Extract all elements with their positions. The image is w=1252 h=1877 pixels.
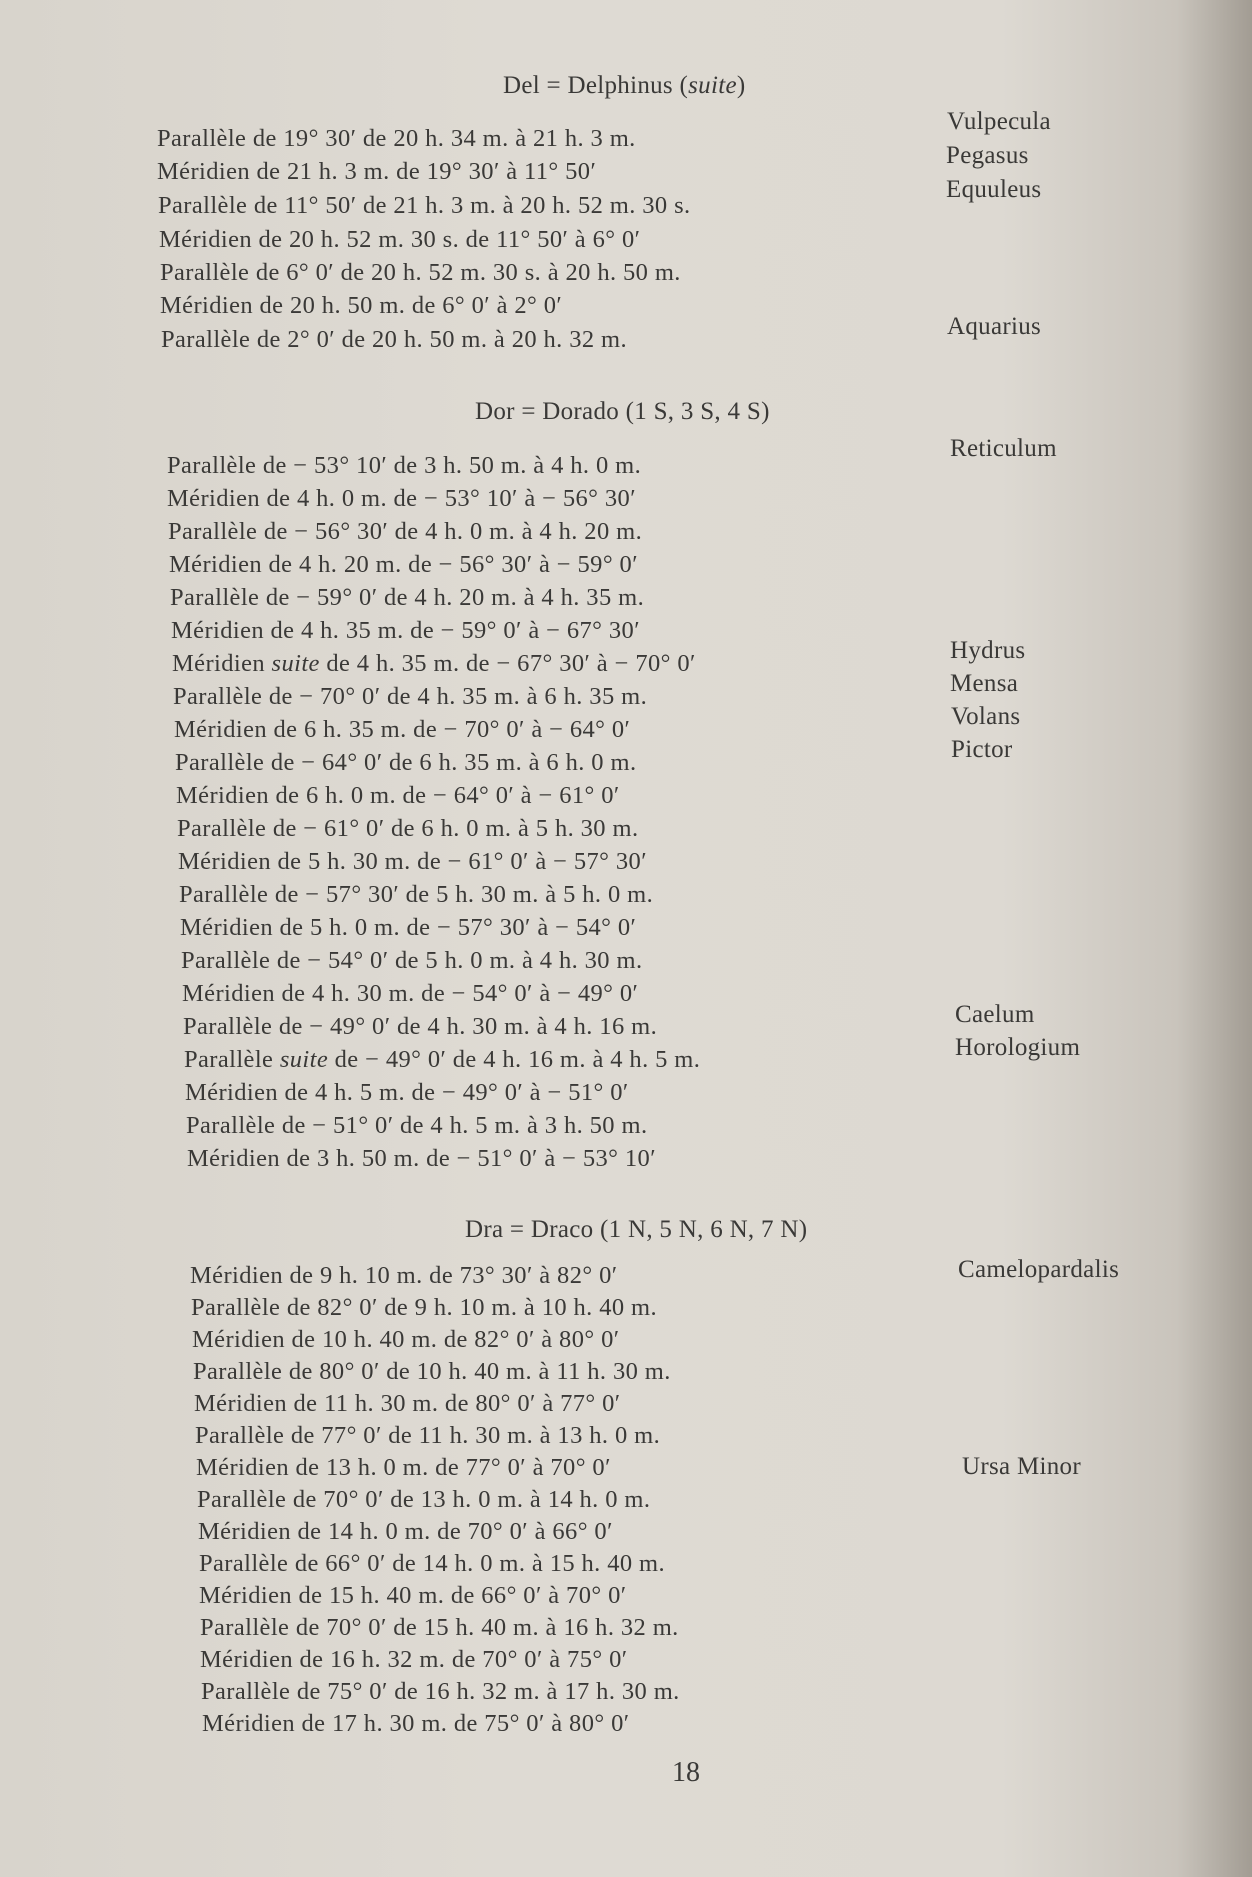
neighbor-constellation: Horologium [955, 1034, 1081, 1061]
boundary-row: Méridien de 13 h. 0 m. de 77° 0′ à 70° 0′ [196, 1454, 611, 1481]
boundary-row: Parallèle de − 61° 0′ de 6 h. 0 m. à 5 h. 30 m. [177, 815, 639, 842]
boundary-row [172, 650, 696, 678]
boundary-row: Parallèle de − 56° 30′ de 4 h. 0 m. à 4 h. 20 m. [168, 518, 643, 545]
boundary-row: Méridien de 4 h. 0 m. de − 53° 10′ à − 56° 30′ [167, 485, 636, 512]
boundary-row: Parallèle de 70° 0′ de 13 h. 0 m. à 14 h. 0 m. [197, 1486, 651, 1513]
section-title-dorado: Dor = Dorado (1 S, 3 S, 4 S) [475, 398, 770, 425]
boundary-row: Parallèle de 80° 0′ de 10 h. 40 m. à 11 h. 30 m. [193, 1358, 671, 1385]
section-title-draco: Dra = Draco (1 N, 5 N, 6 N, 7 N) [465, 1216, 808, 1243]
boundary-row: Méridien de 14 h. 0 m. de 70° 0′ à 66° 0′ [198, 1518, 613, 1545]
boundary-row: Méridien de 4 h. 30 m. de − 54° 0′ à − 49° 0′ [182, 980, 639, 1007]
boundary-row: Méridien de 11 h. 30 m. de 80° 0′ à 77° 0′ [194, 1390, 621, 1417]
neighbor-constellation: Camelopardalis [958, 1256, 1120, 1283]
boundary-row: Parallèle de − 49° 0′ de 4 h. 30 m. à 4 h. 16 m. [183, 1013, 658, 1040]
row-rest: de − 49° 0′ de 4 h. 16 m. à 4 h. 5 m. [328, 1046, 701, 1073]
row-rest: de 4 h. 35 m. de − 67° 30′ à − 70° 0′ [319, 650, 696, 677]
neighbor-constellation: Equuleus [946, 176, 1042, 203]
boundary-row: Parallèle de 11° 50′ de 21 h. 3 m. à 20 h. 52 m. 30 s. [158, 192, 691, 219]
boundary-row: Parallèle de − 51° 0′ de 4 h. 5 m. à 3 h. 50 m. [186, 1112, 648, 1139]
boundary-row: Méridien de 21 h. 3 m. de 19° 30′ à 11° 50′ [157, 158, 597, 185]
row-prefix: Méridien [172, 650, 272, 677]
row-italic: suite [279, 1046, 329, 1073]
section-title-delphinus [503, 72, 746, 100]
boundary-row: Méridien de 17 h. 30 m. de 75° 0′ à 80° 0′ [202, 1710, 630, 1737]
boundary-row: Parallèle de − 54° 0′ de 5 h. 0 m. à 4 h. 30 m. [181, 947, 643, 974]
neighbor-constellation: Reticulum [950, 435, 1057, 462]
page-number: 18 [672, 1757, 700, 1788]
boundary-row: Méridien de 16 h. 32 m. de 70° 0′ à 75° 0′ [200, 1646, 628, 1673]
boundary-row: Méridien de 5 h. 30 m. de − 61° 0′ à − 57° 30′ [178, 848, 647, 875]
boundary-row [184, 1046, 700, 1074]
boundary-row: Méridien de 4 h. 20 m. de − 56° 30′ à − 59° 0′ [169, 551, 638, 578]
boundary-row: Parallèle de 75° 0′ de 16 h. 32 m. à 17 h. 30 m. [201, 1678, 680, 1705]
boundary-row: Parallèle de 66° 0′ de 14 h. 0 m. à 15 h. 40 m. [199, 1550, 666, 1577]
neighbor-constellation: Caelum [955, 1001, 1035, 1028]
boundary-row: Méridien de 4 h. 5 m. de − 49° 0′ à − 51° 0′ [185, 1079, 629, 1106]
boundary-row: Méridien de 6 h. 35 m. de − 70° 0′ à − 64° 0′ [174, 716, 631, 743]
neighbor-constellation: Pegasus [946, 142, 1029, 169]
boundary-row: Parallèle de − 57° 30′ de 5 h. 30 m. à 5 h. 0 m. [179, 881, 654, 908]
boundary-row: Méridien de 5 h. 0 m. de − 57° 30′ à − 54° 0′ [180, 914, 637, 941]
boundary-row: Méridien de 9 h. 10 m. de 73° 30′ à 82° 0′ [190, 1262, 618, 1289]
boundary-row: Parallèle de 77° 0′ de 11 h. 30 m. à 13 h. 0 m. [195, 1422, 661, 1449]
boundary-row: Parallèle de 82° 0′ de 9 h. 10 m. à 10 h. 40 m. [191, 1294, 658, 1321]
boundary-row: Méridien de 6 h. 0 m. de − 64° 0′ à − 61° 0′ [176, 782, 620, 809]
boundary-row: Parallèle de − 64° 0′ de 6 h. 35 m. à 6 h. 0 m. [175, 749, 637, 776]
row-italic: suite [271, 650, 320, 677]
neighbor-constellation: Ursa Minor [962, 1453, 1081, 1480]
boundary-row: Parallèle de 19° 30′ de 20 h. 34 m. à 21 h. 3 m. [157, 125, 636, 152]
neighbor-constellation: Vulpecula [947, 108, 1051, 135]
boundary-row: Parallèle de 70° 0′ de 15 h. 40 m. à 16 h. 32 m. [200, 1614, 679, 1641]
neighbor-constellation: Volans [951, 703, 1021, 730]
boundary-row: Méridien de 3 h. 50 m. de − 51° 0′ à − 53° 10′ [187, 1145, 656, 1172]
neighbor-constellation: Aquarius [947, 313, 1042, 340]
section-title-end: ) [736, 72, 746, 99]
boundary-row: Méridien de 10 h. 40 m. de 82° 0′ à 80° 0′ [192, 1326, 620, 1353]
row-prefix: Parallèle [184, 1046, 280, 1073]
boundary-row: Parallèle de − 53° 10′ de 3 h. 50 m. à 4 h. 0 m. [167, 452, 642, 479]
neighbor-constellation: Pictor [951, 736, 1013, 763]
boundary-row: Parallèle de − 59° 0′ de 4 h. 20 m. à 4 h. 35 m. [170, 584, 645, 611]
boundary-row: Parallèle de 2° 0′ de 20 h. 50 m. à 20 h. 32 m. [161, 326, 628, 353]
boundary-row: Parallèle de 6° 0′ de 20 h. 52 m. 30 s. à 20 h. 50 m. [160, 259, 681, 286]
boundary-row: Méridien de 20 h. 50 m. de 6° 0′ à 2° 0′ [160, 292, 563, 319]
neighbor-constellation: Hydrus [950, 637, 1026, 664]
boundary-row: Parallèle de − 70° 0′ de 4 h. 35 m. à 6 h. 35 m. [173, 683, 648, 710]
boundary-row: Méridien de 15 h. 40 m. de 66° 0′ à 70° 0′ [199, 1582, 627, 1609]
boundary-row: Méridien de 4 h. 35 m. de − 59° 0′ à − 67° 30′ [171, 617, 640, 644]
boundary-row: Méridien de 20 h. 52 m. 30 s. de 11° 50′ à 6° 0′ [159, 226, 641, 253]
section-title-text: Del = Delphinus ( [503, 72, 689, 99]
section-title-italic: suite [688, 72, 737, 99]
neighbor-constellation: Mensa [950, 670, 1019, 697]
